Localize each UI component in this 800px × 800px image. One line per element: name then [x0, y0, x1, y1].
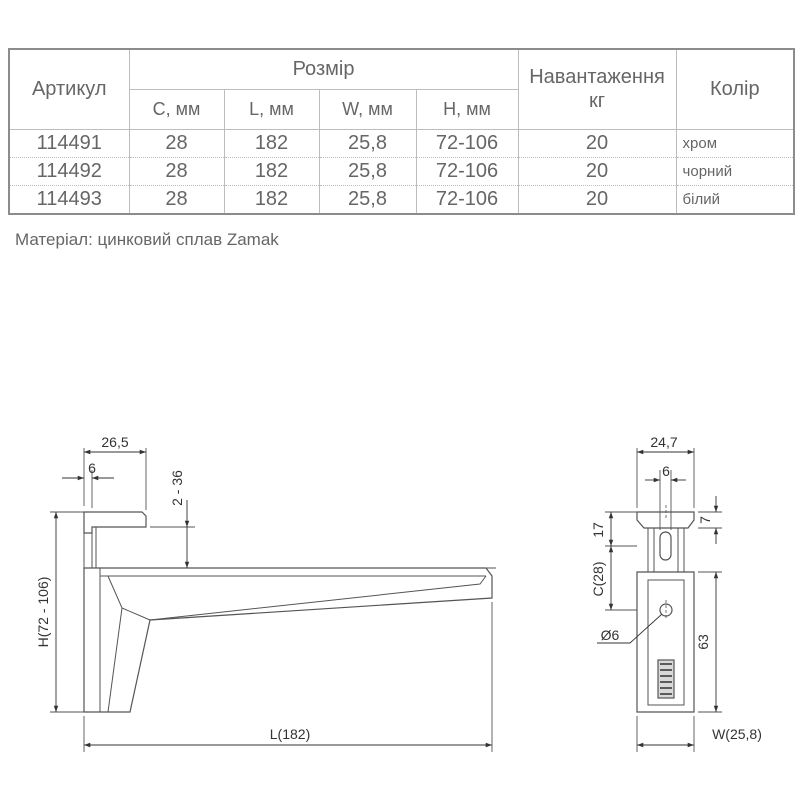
label-length: L(182) [269, 726, 311, 742]
subheader-c: C, мм [129, 89, 224, 129]
cell-h: 72-106 [416, 185, 518, 214]
header-load-line1: Навантаження [529, 66, 665, 89]
cell-color: чорний [676, 157, 794, 185]
front-screw-pad [658, 660, 674, 698]
label-slot: 6 [662, 463, 670, 479]
cell-c: 28 [129, 129, 224, 157]
cell-load: 20 [518, 157, 676, 185]
front-view [597, 448, 722, 752]
bracket-clamp-post [84, 527, 96, 572]
label-63: 63 [695, 634, 711, 650]
label-hole: Ø6 [600, 627, 620, 643]
subheader-l: L, мм [224, 89, 319, 129]
cell-w: 25,8 [319, 157, 416, 185]
label-height: H(72 - 106) [35, 576, 51, 648]
label-w: W(25,8) [712, 726, 762, 742]
label-front-width: 24,7 [650, 434, 678, 450]
cell-load: 20 [518, 129, 676, 157]
material-note: Матеріал: цинковий сплав Zamak [15, 230, 279, 249]
header-load-line2: кг [589, 90, 606, 113]
front-slot [660, 532, 671, 560]
label-c: C(28) [590, 561, 606, 597]
cell-article: 114493 [9, 185, 129, 214]
side-view [50, 448, 496, 752]
cell-l: 182 [224, 157, 319, 185]
label-top-width: 26,5 [101, 434, 129, 450]
cell-l: 182 [224, 129, 319, 157]
header-color: Колір [676, 49, 794, 129]
label-17: 17 [590, 522, 606, 538]
label-lip: 6 [88, 460, 96, 476]
label-7: 7 [697, 516, 713, 524]
cell-color: білий [676, 185, 794, 214]
cell-w: 25,8 [319, 185, 416, 214]
bracket-top-clamp [84, 512, 146, 533]
cell-h: 72-106 [416, 157, 518, 185]
subheader-h: H, мм [416, 89, 518, 129]
cell-w: 25,8 [319, 129, 416, 157]
cell-c: 28 [129, 185, 224, 214]
header-article: Артикул [9, 49, 129, 129]
cell-color: хром [676, 129, 794, 157]
front-top-plate [637, 512, 694, 528]
label-gap: 2 - 36 [169, 470, 185, 506]
cell-load: 20 [518, 185, 676, 214]
cell-h: 72-106 [416, 129, 518, 157]
cell-article: 114491 [9, 129, 129, 157]
cell-l: 182 [224, 185, 319, 214]
subheader-w: W, мм [319, 89, 416, 129]
header-size: Розмір [129, 49, 518, 89]
cell-c: 28 [129, 157, 224, 185]
cell-article: 114492 [9, 157, 129, 185]
